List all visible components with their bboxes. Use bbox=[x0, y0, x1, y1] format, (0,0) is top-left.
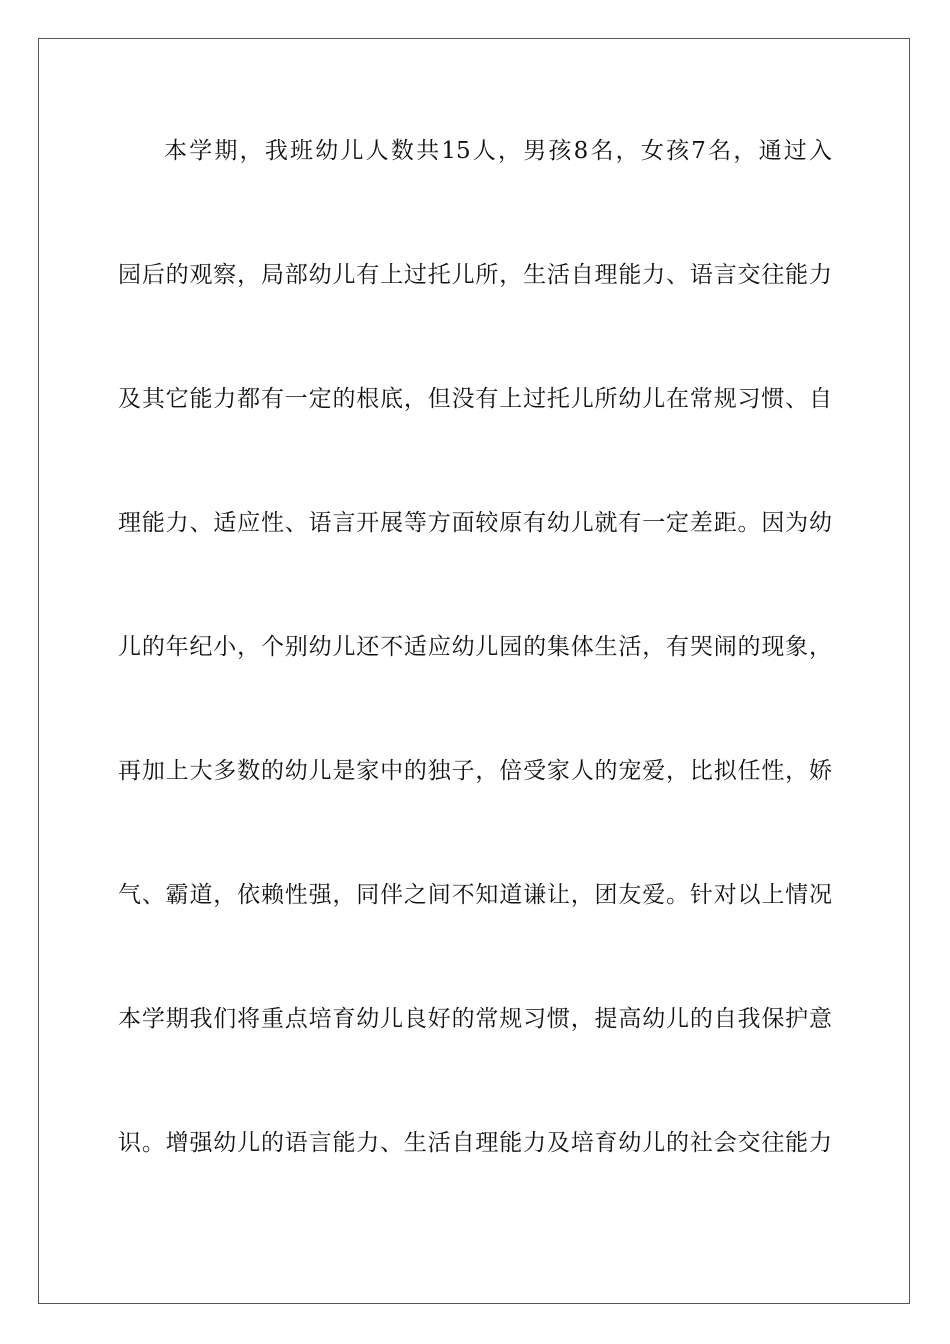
paragraph-line: 园后的观察，局部幼儿有上过托儿所，生活自理能力、语言交往能力 bbox=[118, 262, 832, 288]
page-border bbox=[38, 38, 910, 1304]
paragraph-line: 本学期，我班幼儿人数共15人，男孩8名，女孩7名，通过入 bbox=[164, 138, 832, 164]
paragraph-line: 气、霸道，依赖性强，同伴之间不知道谦让，团友爱。针对以上情况 bbox=[118, 882, 832, 908]
paragraph-line: 理能力、适应性、语言开展等方面较原有幼儿就有一定差距。因为幼 bbox=[118, 510, 832, 536]
paragraph-line: 儿的年纪小，个别幼儿还不适应幼儿园的集体生活，有哭闹的现象， bbox=[118, 634, 832, 660]
paragraph-line: 及其它能力都有一定的根底，但没有上过托儿所幼儿在常规习惯、自 bbox=[118, 386, 832, 412]
paragraph-line: 再加上大多数的幼儿是家中的独子，倍受家人的宠爱，比拟任性，娇 bbox=[118, 758, 832, 784]
paragraph-line: 本学期我们将重点培育幼儿良好的常规习惯，提高幼儿的自我保护意 bbox=[118, 1006, 832, 1032]
paragraph-line: 识。增强幼儿的语言能力、生活自理能力及培育幼儿的社会交往能力 bbox=[118, 1130, 832, 1156]
